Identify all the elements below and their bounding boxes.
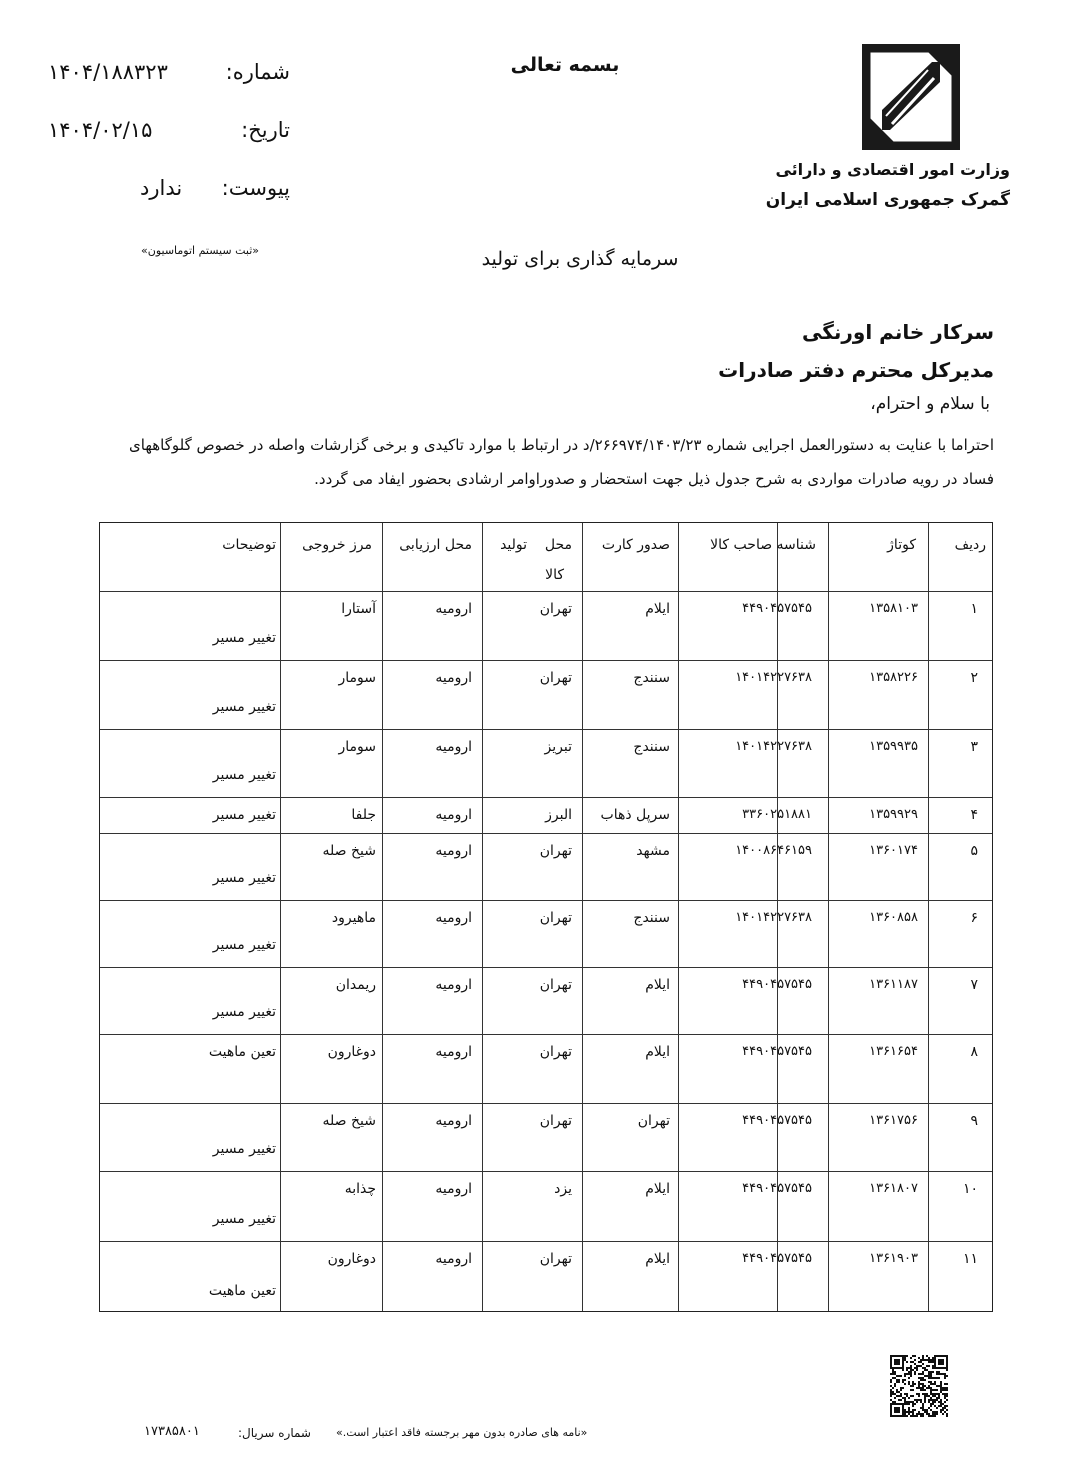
cell-cotage: ۱۳۵۸۱۰۳ — [869, 601, 918, 616]
cell-production: البرز — [545, 807, 572, 823]
header-production-goods: کالا — [545, 567, 564, 583]
header-exit-border: مرز خروجی — [302, 537, 372, 553]
cell-card-issue: سنندج — [633, 910, 670, 926]
letter-date-row — [40, 114, 290, 150]
cell-notes: تغییر مسیر — [212, 767, 276, 783]
cell-notes: تغییر مسیر — [212, 870, 276, 886]
cell-assessment: ارومیه — [435, 670, 472, 686]
cell-production: تهران — [539, 1113, 572, 1129]
cell-exit-border: شیخ صله — [322, 1113, 376, 1129]
cell-row: ۹ — [970, 1113, 978, 1129]
cell-notes: تعین ماهیت — [208, 1044, 276, 1060]
cell-exit-border: آستارا — [341, 601, 376, 617]
cell-notes: تغییر مسیر — [212, 699, 276, 715]
header-card-issue: صدور کارت — [601, 537, 670, 553]
bismillah-heading: بسمه تعالی — [510, 54, 620, 76]
letter-number-row — [40, 56, 290, 92]
cell-owner-id: ۴۴۹۰۴۵۷۵۴۵ — [742, 977, 812, 992]
serial-label: شماره سریال: — [238, 1426, 311, 1440]
letter-date-value: ۱۴۰۴/۰۲/۱۵ — [48, 118, 153, 142]
header-owner-id: شناسه صاحب کالا — [710, 537, 816, 553]
automation-system-note: «ثبت سیستم اتوماسیون» — [141, 244, 259, 257]
cell-notes: تغییر مسیر — [212, 807, 276, 823]
cell-exit-border: دوغارون — [327, 1044, 376, 1060]
cell-notes: تغییر مسیر — [212, 630, 276, 646]
cell-exit-border: ریمدان — [335, 977, 376, 993]
cell-row: ۵ — [970, 843, 978, 859]
cell-assessment: ارومیه — [435, 910, 472, 926]
cell-owner-id: ۴۴۹۰۴۵۷۵۴۵ — [742, 1181, 812, 1196]
cell-notes: تعین ماهیت — [208, 1283, 276, 1299]
letter-date-label: تاریخ: — [241, 118, 290, 142]
cell-row: ۱۱ — [962, 1251, 978, 1267]
cell-owner-id: ۴۴۹۰۴۵۷۵۴۵ — [742, 1113, 812, 1128]
letter-number-label: شماره: — [225, 60, 290, 84]
cell-exit-border: چذابه — [344, 1181, 376, 1197]
cell-card-issue: سرپل ذهاب — [600, 807, 670, 823]
cell-production: تبریز — [544, 739, 572, 755]
cell-production: تهران — [539, 910, 572, 926]
cell-card-issue: ایلام — [645, 1044, 670, 1060]
cell-assessment: ارومیه — [435, 1181, 472, 1197]
cell-production: یزد — [554, 1181, 572, 1197]
cell-assessment: ارومیه — [435, 1251, 472, 1267]
cell-notes: تغییر مسیر — [212, 1004, 276, 1020]
cell-card-issue: تهران — [637, 1113, 670, 1129]
cell-owner-id: ۴۴۹۰۴۵۷۵۴۵ — [742, 1044, 812, 1059]
cell-production: تهران — [539, 1251, 572, 1267]
cell-exit-border: ماهیرود — [331, 910, 376, 926]
cell-card-issue: ایلام — [645, 977, 670, 993]
letter-body-line-1: احتراما با عنایت به دستورالعمل اجرایی شماره ۲۶۶۹۷۴/۱۴۰۳/۲۳/د در ارتباط با موارد تاکیدی و برخی گزارشات واصله در خصوص گلوگاههای — [129, 436, 994, 454]
header-production: محل تولید — [500, 537, 572, 553]
cell-cotage: ۱۳۶۰۸۵۸ — [869, 910, 918, 925]
cell-card-issue: ایلام — [645, 1251, 670, 1267]
header-assessment: محل ارزیابی — [399, 537, 472, 553]
cell-exit-border: دوغارون — [327, 1251, 376, 1267]
cell-cotage: ۱۳۶۰۱۷۴ — [869, 843, 918, 858]
salutation: با سلام و احترام، — [870, 394, 990, 414]
cell-notes: تغییر مسیر — [212, 1141, 276, 1157]
cell-cotage: ۱۳۵۸۲۲۶ — [869, 670, 918, 685]
cell-card-issue: سنندج — [633, 670, 670, 686]
cell-cotage: ۱۳۶۱۷۵۶ — [869, 1113, 918, 1128]
cell-assessment: ارومیه — [435, 977, 472, 993]
cell-row: ۱ — [970, 601, 978, 617]
cell-assessment: ارومیه — [435, 1044, 472, 1060]
cell-production: تهران — [539, 977, 572, 993]
cell-owner-id: ۴۴۹۰۴۵۷۵۴۵ — [742, 1251, 812, 1266]
cell-row: ۲ — [970, 670, 978, 686]
cell-row: ۷ — [970, 977, 978, 993]
org-ministry: وزارت امور اقتصادی و دارائی — [775, 160, 1010, 179]
header-cotage: کوتاژ — [887, 537, 916, 553]
cell-owner-id: ۱۴۰۱۴۲۲۷۶۳۸ — [735, 910, 812, 925]
cell-row: ۴ — [970, 807, 978, 823]
cell-owner-id: ۳۳۶۰۲۵۱۸۸۱ — [742, 807, 812, 822]
customs-logo-icon — [862, 44, 960, 150]
cell-cotage: ۱۳۶۱۹۰۳ — [869, 1251, 918, 1266]
letter-body — [100, 428, 994, 496]
letter-attachment-label: پیوست: — [221, 176, 290, 200]
serial-value: ۱۷۳۸۵۸۰۱ — [144, 1424, 200, 1439]
cell-owner-id: ۴۴۹۰۴۵۷۵۴۵ — [742, 601, 812, 616]
cell-row: ۳ — [970, 739, 978, 755]
org-customs: گمرک جمهوری اسلامی ایران — [765, 190, 1010, 210]
exports-table — [99, 522, 993, 1312]
addressee-name: سرکار خانم اورنگی — [802, 320, 994, 344]
cell-exit-border: سومار — [338, 739, 376, 755]
cell-exit-border: جلفا — [351, 807, 376, 823]
cell-notes: تغییر مسیر — [212, 937, 276, 953]
letter-number-value: ۱۴۰۴/۱۸۸۳۲۳ — [48, 60, 168, 84]
cell-assessment: ارومیه — [435, 1113, 472, 1129]
cell-assessment: ارومیه — [435, 739, 472, 755]
letter-attachment-row — [40, 172, 290, 208]
cell-owner-id: ۱۴۰۱۴۲۲۷۶۳۸ — [735, 739, 812, 754]
cell-cotage: ۱۳۶۱۱۸۷ — [869, 977, 918, 992]
cell-assessment: ارومیه — [435, 601, 472, 617]
header-row: ردیف — [954, 537, 986, 553]
letter-body-line-2: فساد در رویه صادرات مواردی به شرح جدول ذیل جهت استحضار و صدوراوامر ارشادی بحضور ایفاد می گردد. — [314, 470, 994, 488]
cell-owner-id: ۱۴۰۱۴۲۲۷۶۳۸ — [735, 670, 812, 685]
validity-note: «نامه های صادره بدون مهر برجسته فاقد اعتبار است.» — [336, 1426, 588, 1439]
cell-notes: تغییر مسیر — [212, 1211, 276, 1227]
cell-card-issue: ایلام — [645, 601, 670, 617]
cell-production: تهران — [539, 601, 572, 617]
cell-cotage: ۱۳۵۹۹۳۵ — [869, 739, 918, 754]
cell-exit-border: سومار — [338, 670, 376, 686]
cell-production: تهران — [539, 670, 572, 686]
cell-assessment: ارومیه — [435, 843, 472, 859]
cell-row: ۸ — [970, 1044, 978, 1060]
cell-cotage: ۱۳۵۹۹۲۹ — [869, 807, 918, 822]
header-notes: توضیحات — [222, 537, 276, 553]
cell-card-issue: مشهد — [636, 843, 670, 859]
addressee-title: مدیرکل محترم دفتر صادرات — [718, 358, 994, 382]
letter-attachment-value: ندارد — [140, 176, 183, 200]
cell-exit-border: شیخ صله — [322, 843, 376, 859]
cell-production: تهران — [539, 1044, 572, 1060]
year-slogan: سرمایه گذاری برای تولید — [481, 248, 679, 270]
cell-cotage: ۱۳۶۱۸۰۷ — [869, 1181, 918, 1196]
cell-owner-id: ۱۴۰۰۸۶۴۶۱۵۹ — [735, 843, 812, 858]
cell-cotage: ۱۳۶۱۶۵۴ — [869, 1044, 918, 1059]
cell-card-issue: سنندج — [633, 739, 670, 755]
cell-row: ۱۰ — [962, 1181, 978, 1197]
qr-code-icon — [890, 1355, 948, 1417]
cell-card-issue: ایلام — [645, 1181, 670, 1197]
cell-production: تهران — [539, 843, 572, 859]
cell-row: ۶ — [970, 910, 978, 926]
cell-assessment: ارومیه — [435, 807, 472, 823]
